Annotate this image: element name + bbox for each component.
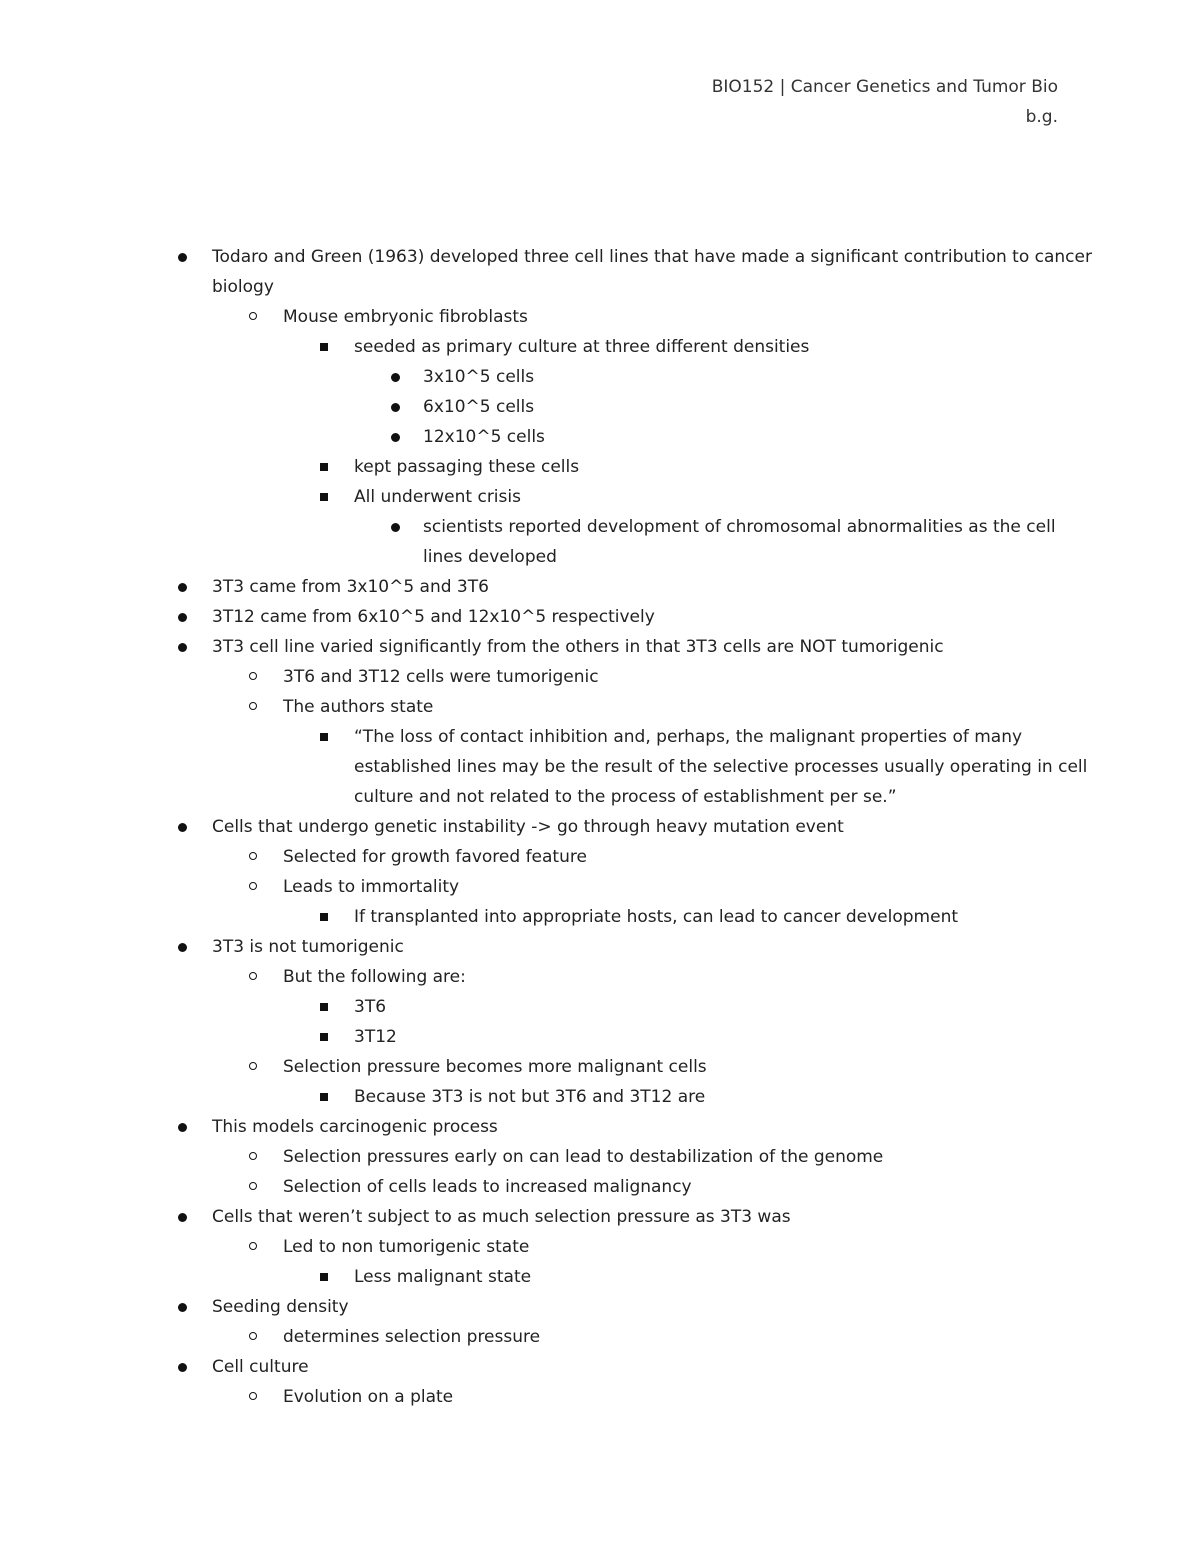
- list-item: [0, 1022, 1200, 1052]
- list-item-text: Less malignant state: [354, 1267, 532, 1287]
- list-item: [0, 1082, 1200, 1112]
- notes-list: [0, 242, 1200, 1412]
- list-item: [0, 992, 1200, 1022]
- circle-bullet-icon: [249, 1392, 257, 1400]
- list-item: [0, 1352, 1200, 1382]
- list-item-text: 12x10^5 cells: [423, 427, 545, 447]
- list-item-text: Leads to immortality: [283, 877, 460, 897]
- list-item: [0, 392, 1200, 422]
- disc-bullet-icon: [178, 823, 187, 832]
- page-header: [712, 72, 1058, 132]
- list-item: [0, 1262, 1200, 1292]
- list-item-text: Cells that undergo genetic instability -> go through heavy mutation event: [212, 817, 844, 837]
- circle-bullet-icon: [249, 1332, 257, 1340]
- list-item-text: 3T6: [354, 997, 387, 1017]
- circle-bullet-icon: [249, 972, 257, 980]
- square-bullet-icon: [320, 493, 328, 501]
- list-item: [0, 332, 1200, 362]
- list-item: [0, 302, 1200, 332]
- circle-bullet-icon: [249, 882, 257, 890]
- list-item-text: kept passaging these cells: [354, 457, 580, 477]
- disc-bullet-icon: [178, 613, 187, 622]
- list-item: [0, 1142, 1200, 1172]
- list-item-text: But the following are:: [283, 967, 466, 987]
- list-item-text: Todaro and Green (1963) developed three cell lines that have made a significant contribution to cancer: [212, 247, 1092, 267]
- list-item-text: 3T3 is not tumorigenic: [212, 937, 404, 957]
- list-item: [0, 602, 1200, 632]
- list-item: [0, 572, 1200, 602]
- square-bullet-icon: [320, 733, 328, 741]
- list-item-text: 3T3 came from 3x10^5 and 3T6: [212, 577, 489, 597]
- list-item-text: Evolution on a plate: [283, 1387, 454, 1407]
- disc-bullet-icon: [178, 583, 187, 592]
- disc-bullet-icon: [391, 523, 400, 532]
- list-item: [0, 542, 1200, 572]
- list-item-text: “The loss of contact inhibition and, perhaps, the malignant properties of many: [354, 727, 1023, 747]
- list-item: [0, 1292, 1200, 1322]
- list-item: [0, 1202, 1200, 1232]
- disc-bullet-icon: [178, 943, 187, 952]
- list-item: [0, 752, 1200, 782]
- list-item: [0, 482, 1200, 512]
- square-bullet-icon: [320, 913, 328, 921]
- disc-bullet-icon: [391, 373, 400, 382]
- list-item: [0, 902, 1200, 932]
- list-item: [0, 962, 1200, 992]
- list-item-text: culture and not related to the process of establishment per se.”: [354, 787, 897, 807]
- list-item-text: Seeding density: [212, 1297, 349, 1317]
- list-item-text: determines selection pressure: [283, 1327, 541, 1347]
- list-item-text: All underwent crisis: [354, 487, 521, 507]
- square-bullet-icon: [320, 1093, 328, 1101]
- list-item-text: 3x10^5 cells: [423, 367, 535, 387]
- list-item: [0, 722, 1200, 752]
- list-item: [0, 1322, 1200, 1352]
- disc-bullet-icon: [178, 643, 187, 652]
- list-item: [0, 842, 1200, 872]
- square-bullet-icon: [320, 343, 328, 351]
- list-item: [0, 662, 1200, 692]
- list-item: [0, 782, 1200, 812]
- list-item-text: biology: [212, 277, 274, 297]
- list-item-text: Cell culture: [212, 1357, 309, 1377]
- list-item: [0, 242, 1200, 272]
- list-item-text: Because 3T3 is not but 3T6 and 3T12 are: [354, 1087, 706, 1107]
- list-item-text: Cells that weren’t subject to as much selection pressure as 3T3 was: [212, 1207, 791, 1227]
- list-item-text: If transplanted into appropriate hosts, can lead to cancer development: [354, 907, 959, 927]
- disc-bullet-icon: [178, 253, 187, 262]
- disc-bullet-icon: [391, 403, 400, 412]
- list-item: [0, 632, 1200, 662]
- list-item: [0, 512, 1200, 542]
- list-item-text: 3T3 cell line varied significantly from the others in that 3T3 cells are NOT tumorigenic: [212, 637, 944, 657]
- list-item-text: Mouse embryonic fibroblasts: [283, 307, 528, 327]
- circle-bullet-icon: [249, 1242, 257, 1250]
- list-item: [0, 932, 1200, 962]
- list-item: [0, 362, 1200, 392]
- list-item: [0, 1232, 1200, 1262]
- disc-bullet-icon: [178, 1303, 187, 1312]
- list-item-text: Selection pressures early on can lead to destabilization of the genome: [283, 1147, 884, 1167]
- list-item: [0, 692, 1200, 722]
- list-item-text: 3T12 came from 6x10^5 and 12x10^5 respectively: [212, 607, 655, 627]
- disc-bullet-icon: [391, 433, 400, 442]
- list-item-text: 3T6 and 3T12 cells were tumorigenic: [283, 667, 599, 687]
- list-item: [0, 812, 1200, 842]
- list-item-text: Selected for growth favored feature: [283, 847, 587, 867]
- list-item-text: The authors state: [283, 697, 434, 717]
- list-item-text: scientists reported development of chromosomal abnormalities as the cell: [423, 517, 1056, 537]
- course-title: BIO152 | Cancer Genetics and Tumor Bio: [711, 77, 1058, 97]
- list-item-text: Led to non tumorigenic state: [283, 1237, 530, 1257]
- list-item: [0, 1112, 1200, 1142]
- list-item-text: This models carcinogenic process: [212, 1117, 498, 1137]
- circle-bullet-icon: [249, 1152, 257, 1160]
- circle-bullet-icon: [249, 702, 257, 710]
- disc-bullet-icon: [178, 1363, 187, 1372]
- square-bullet-icon: [320, 1003, 328, 1011]
- list-item: [0, 1052, 1200, 1082]
- list-item-text: established lines may be the result of the selective processes usually operating in cell: [354, 757, 1088, 777]
- list-item-text: lines developed: [423, 547, 557, 567]
- author-initials: b.g.: [1025, 107, 1058, 127]
- circle-bullet-icon: [249, 1182, 257, 1190]
- circle-bullet-icon: [249, 312, 257, 320]
- list-item: [0, 452, 1200, 482]
- list-item: [0, 422, 1200, 452]
- square-bullet-icon: [320, 1033, 328, 1041]
- list-item-text: Selection of cells leads to increased malignancy: [283, 1177, 692, 1197]
- disc-bullet-icon: [178, 1213, 187, 1222]
- circle-bullet-icon: [249, 672, 257, 680]
- list-item: [0, 1172, 1200, 1202]
- list-item-text: 6x10^5 cells: [423, 397, 535, 417]
- circle-bullet-icon: [249, 1062, 257, 1070]
- list-item: [0, 1382, 1200, 1412]
- list-item: [0, 272, 1200, 302]
- list-item-text: Selection pressure becomes more malignant cells: [283, 1057, 707, 1077]
- list-item-text: seeded as primary culture at three different densities: [354, 337, 810, 357]
- circle-bullet-icon: [249, 852, 257, 860]
- disc-bullet-icon: [178, 1123, 187, 1132]
- square-bullet-icon: [320, 463, 328, 471]
- list-item-text: 3T12: [354, 1027, 397, 1047]
- list-item: [0, 872, 1200, 902]
- square-bullet-icon: [320, 1273, 328, 1281]
